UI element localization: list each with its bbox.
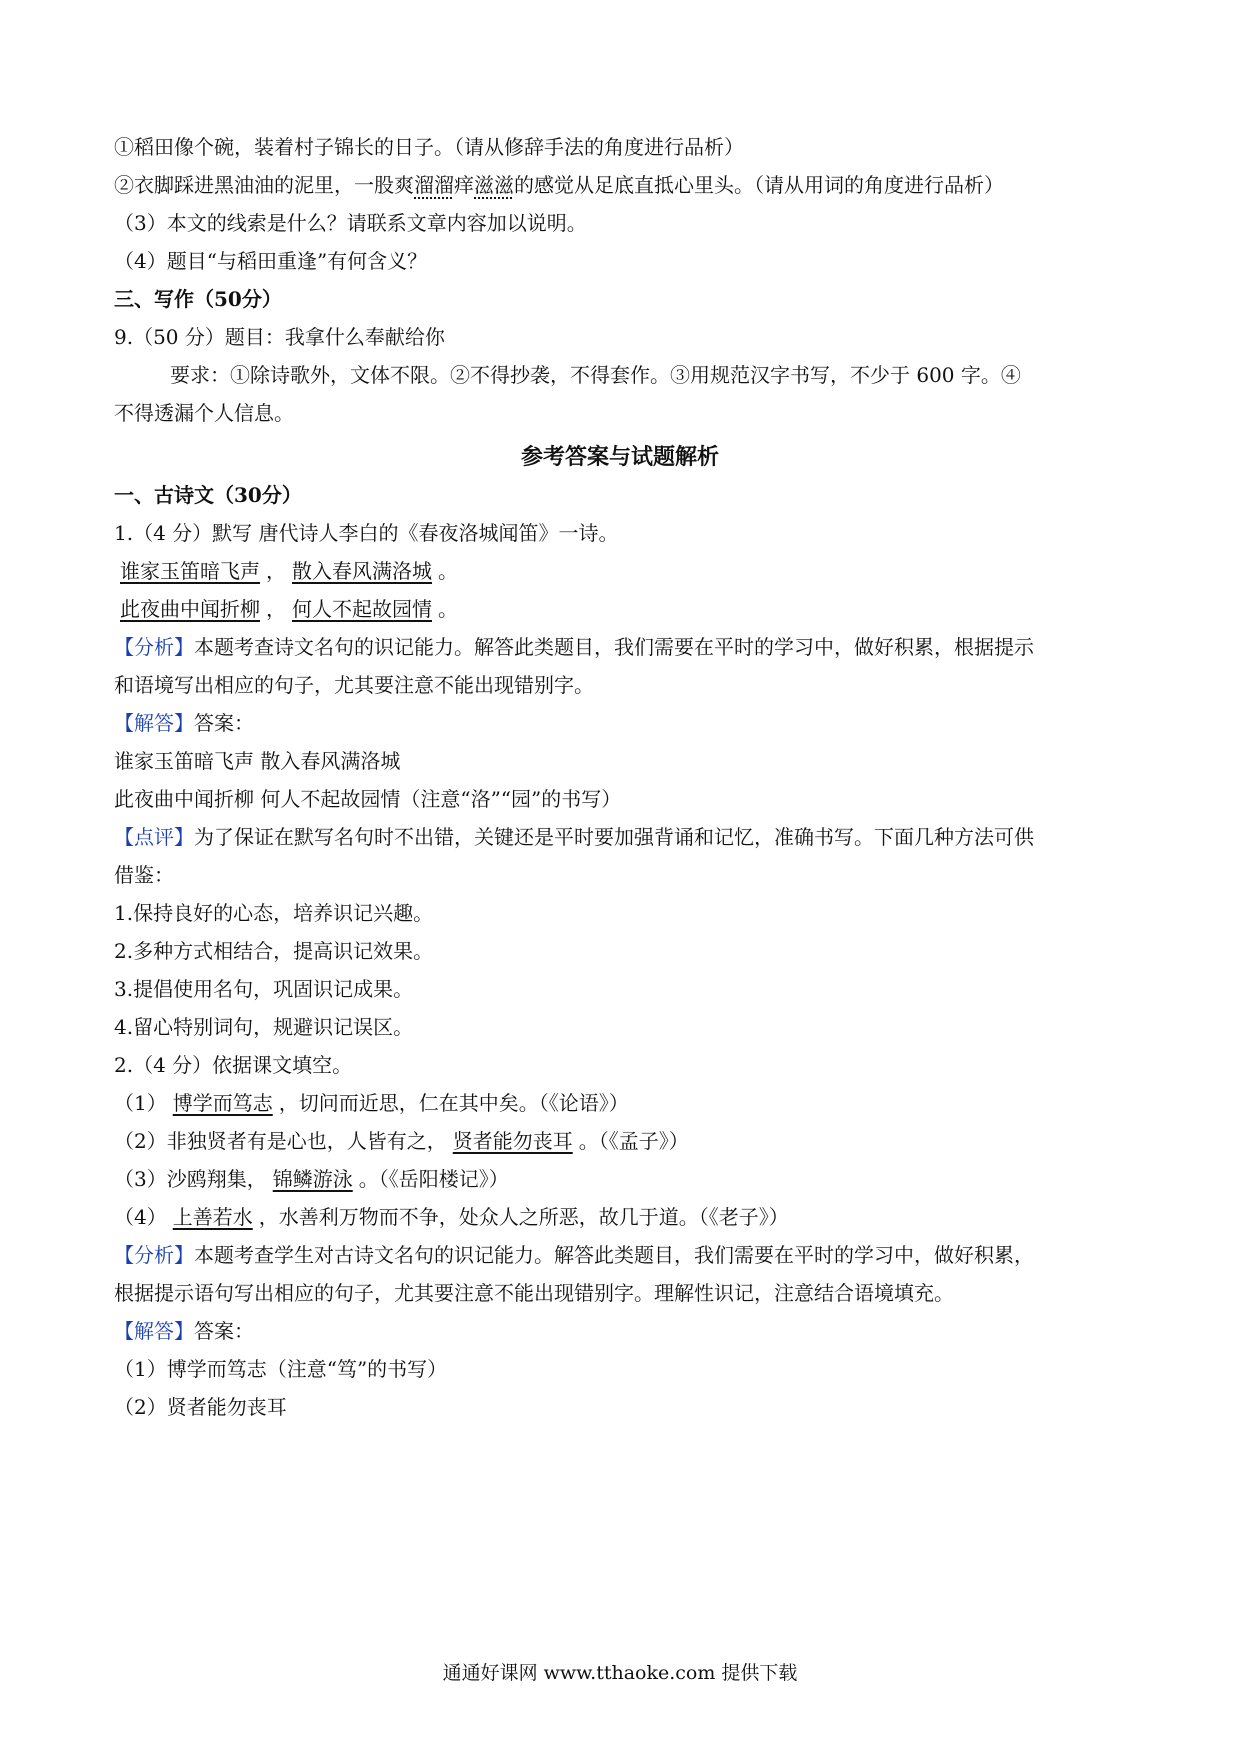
answer-section-title: 参考答案与试题解析 [520, 444, 719, 470]
analysis-2-line-1 [114, 1242, 1134, 1268]
item-text: ，切问而近思，仁在其中矣。（《论语》） [278, 1091, 629, 1115]
section-heading-writing: 三、写作（50分） [114, 287, 282, 311]
comment-text: 为了保证在默写名句时不出错，关键还是平时要加强背诵和记忆，准确书写。下面几种方法可供 [194, 825, 1034, 849]
answer-tag: 【解答】 [114, 711, 194, 735]
page-footer: 通通好课网 www.tthaoke.com 提供下载 [442, 1662, 798, 1684]
analysis-2-line-2: 根据提示语句写出相应的句子，尤其要注意不能出现错别字。理解性识记，注意结合语境填充。 [114, 1281, 954, 1305]
answer-2-item-2: （2）贤者能勿丧耳 [114, 1395, 287, 1419]
question-2-item-3 [114, 1166, 1134, 1192]
method-2: 2.多种方式相结合，提高识记效果。 [114, 939, 434, 963]
filled-blank: 何人不起故园情 [292, 597, 432, 621]
item-text: （3）沙鸥翔集， [114, 1167, 267, 1191]
item-number: （4） [114, 1205, 167, 1229]
answer-1-text-2: 此夜曲中闻折柳 何人不起故园情（注意“洛”“园”的书写） [114, 787, 622, 811]
answer-2-heading [114, 1318, 1134, 1344]
comment-1-line-2: 借鉴： [114, 863, 174, 887]
method-4: 4.留心特别词句，规避识记误区。 [114, 1015, 414, 1039]
analysis-1-line-2: 和语境写出相应的句子，尤其要注意不能出现错别字。 [114, 673, 594, 697]
comment-1-line-1 [114, 824, 1134, 850]
question-4: （4）题目“与稻田重逢”有何含义？ [114, 249, 428, 273]
question-2-item-1 [114, 1090, 1134, 1116]
text-segment: 痒 [454, 173, 474, 197]
answer-label: 答案： [194, 711, 254, 735]
question-3: （3）本文的线索是什么？请联系文章内容加以说明。 [114, 211, 587, 235]
dotted-word: 溜溜 [414, 173, 454, 197]
text-segment: ②衣脚踩进黑油油的泥里，一股爽 [114, 173, 414, 197]
method-3: 3.提倡使用名句，巩固识记成果。 [114, 977, 414, 1001]
question-2-item-4 [114, 1204, 1134, 1230]
question-2-item-2 [114, 1128, 1134, 1154]
comment-tag: 【点评】 [114, 825, 194, 849]
item-number: （1） [114, 1091, 167, 1115]
requirements-line-1: 要求：①除诗歌外，文体不限。②不得抄袭，不得套作。③用规范汉字书写，不少于 600 字。④ [170, 363, 1021, 387]
filled-blank: 此夜曲中闻折柳 [120, 597, 260, 621]
analysis-tag: 【分析】 [114, 1243, 194, 1267]
analysis-text: 本题考查诗文名句的识记能力。解答此类题目，我们需要在平时的学习中，做好积累，根据提示 [194, 635, 1034, 659]
answer-1-line-2 [114, 596, 1134, 622]
section-heading-poetry: 一、古诗文（30分） [114, 483, 302, 507]
answer-tag: 【解答】 [114, 1319, 194, 1343]
method-1: 1.保持良好的心态，培养识记兴趣。 [114, 901, 434, 925]
question-2: 2.（4 分）依据课文填空。 [114, 1053, 353, 1077]
punctuation: 。 [438, 597, 458, 621]
requirements-line-2: 不得透漏个人信息。 [114, 401, 294, 425]
filled-blank: 散入春风满洛城 [292, 559, 432, 583]
item-text: ，水善利万物而不争，处众人之所恶，故几于道。（《老子》） [258, 1205, 789, 1229]
answer-1-heading [114, 710, 1134, 736]
analysis-text: 本题考查学生对古诗文名句的识记能力。解答此类题目，我们需要在平时的学习中，做好积累， [194, 1243, 1034, 1267]
text-segment: 的感觉从足底直抵心里头。（请从用词的角度进行品析） [514, 173, 1004, 197]
item-text: 。（《岳阳楼记》） [358, 1167, 509, 1191]
punctuation: ， [266, 597, 286, 621]
question-line-2 [114, 172, 1134, 198]
question-1: 1.（4 分）默写 唐代诗人李白的《春夜洛城闻笛》一诗。 [114, 521, 619, 545]
item-text: （2）非独贤者有是心也，人皆有之， [114, 1129, 447, 1153]
punctuation: 。 [438, 559, 458, 583]
answer-1-line-1 [114, 558, 1134, 584]
analysis-tag: 【分析】 [114, 635, 194, 659]
punctuation: ， [266, 559, 286, 583]
item-text: 。（《孟子》） [578, 1129, 689, 1153]
dotted-word: 滋滋 [474, 173, 514, 197]
answer-label: 答案： [194, 1319, 254, 1343]
analysis-1-line-1 [114, 634, 1134, 660]
filled-blank: 谁家玉笛暗飞声 [120, 559, 260, 583]
filled-blank: 上善若水 [172, 1205, 253, 1229]
filled-blank: 博学而笃志 [172, 1091, 273, 1115]
answer-1-text-1: 谁家玉笛暗飞声 散入春风满洛城 [114, 749, 401, 773]
question-9: 9.（50 分）题目：我拿什么奉献给你 [114, 325, 445, 349]
filled-blank: 锦鳞游泳 [272, 1167, 353, 1191]
question-line-1: ①稻田像个碗，装着村子锦长的日子。（请从修辞手法的角度进行品析） [114, 135, 744, 159]
filled-blank: 贤者能勿丧耳 [452, 1129, 573, 1153]
answer-2-item-1: （1）博学而笃志（注意“笃”的书写） [114, 1357, 448, 1381]
